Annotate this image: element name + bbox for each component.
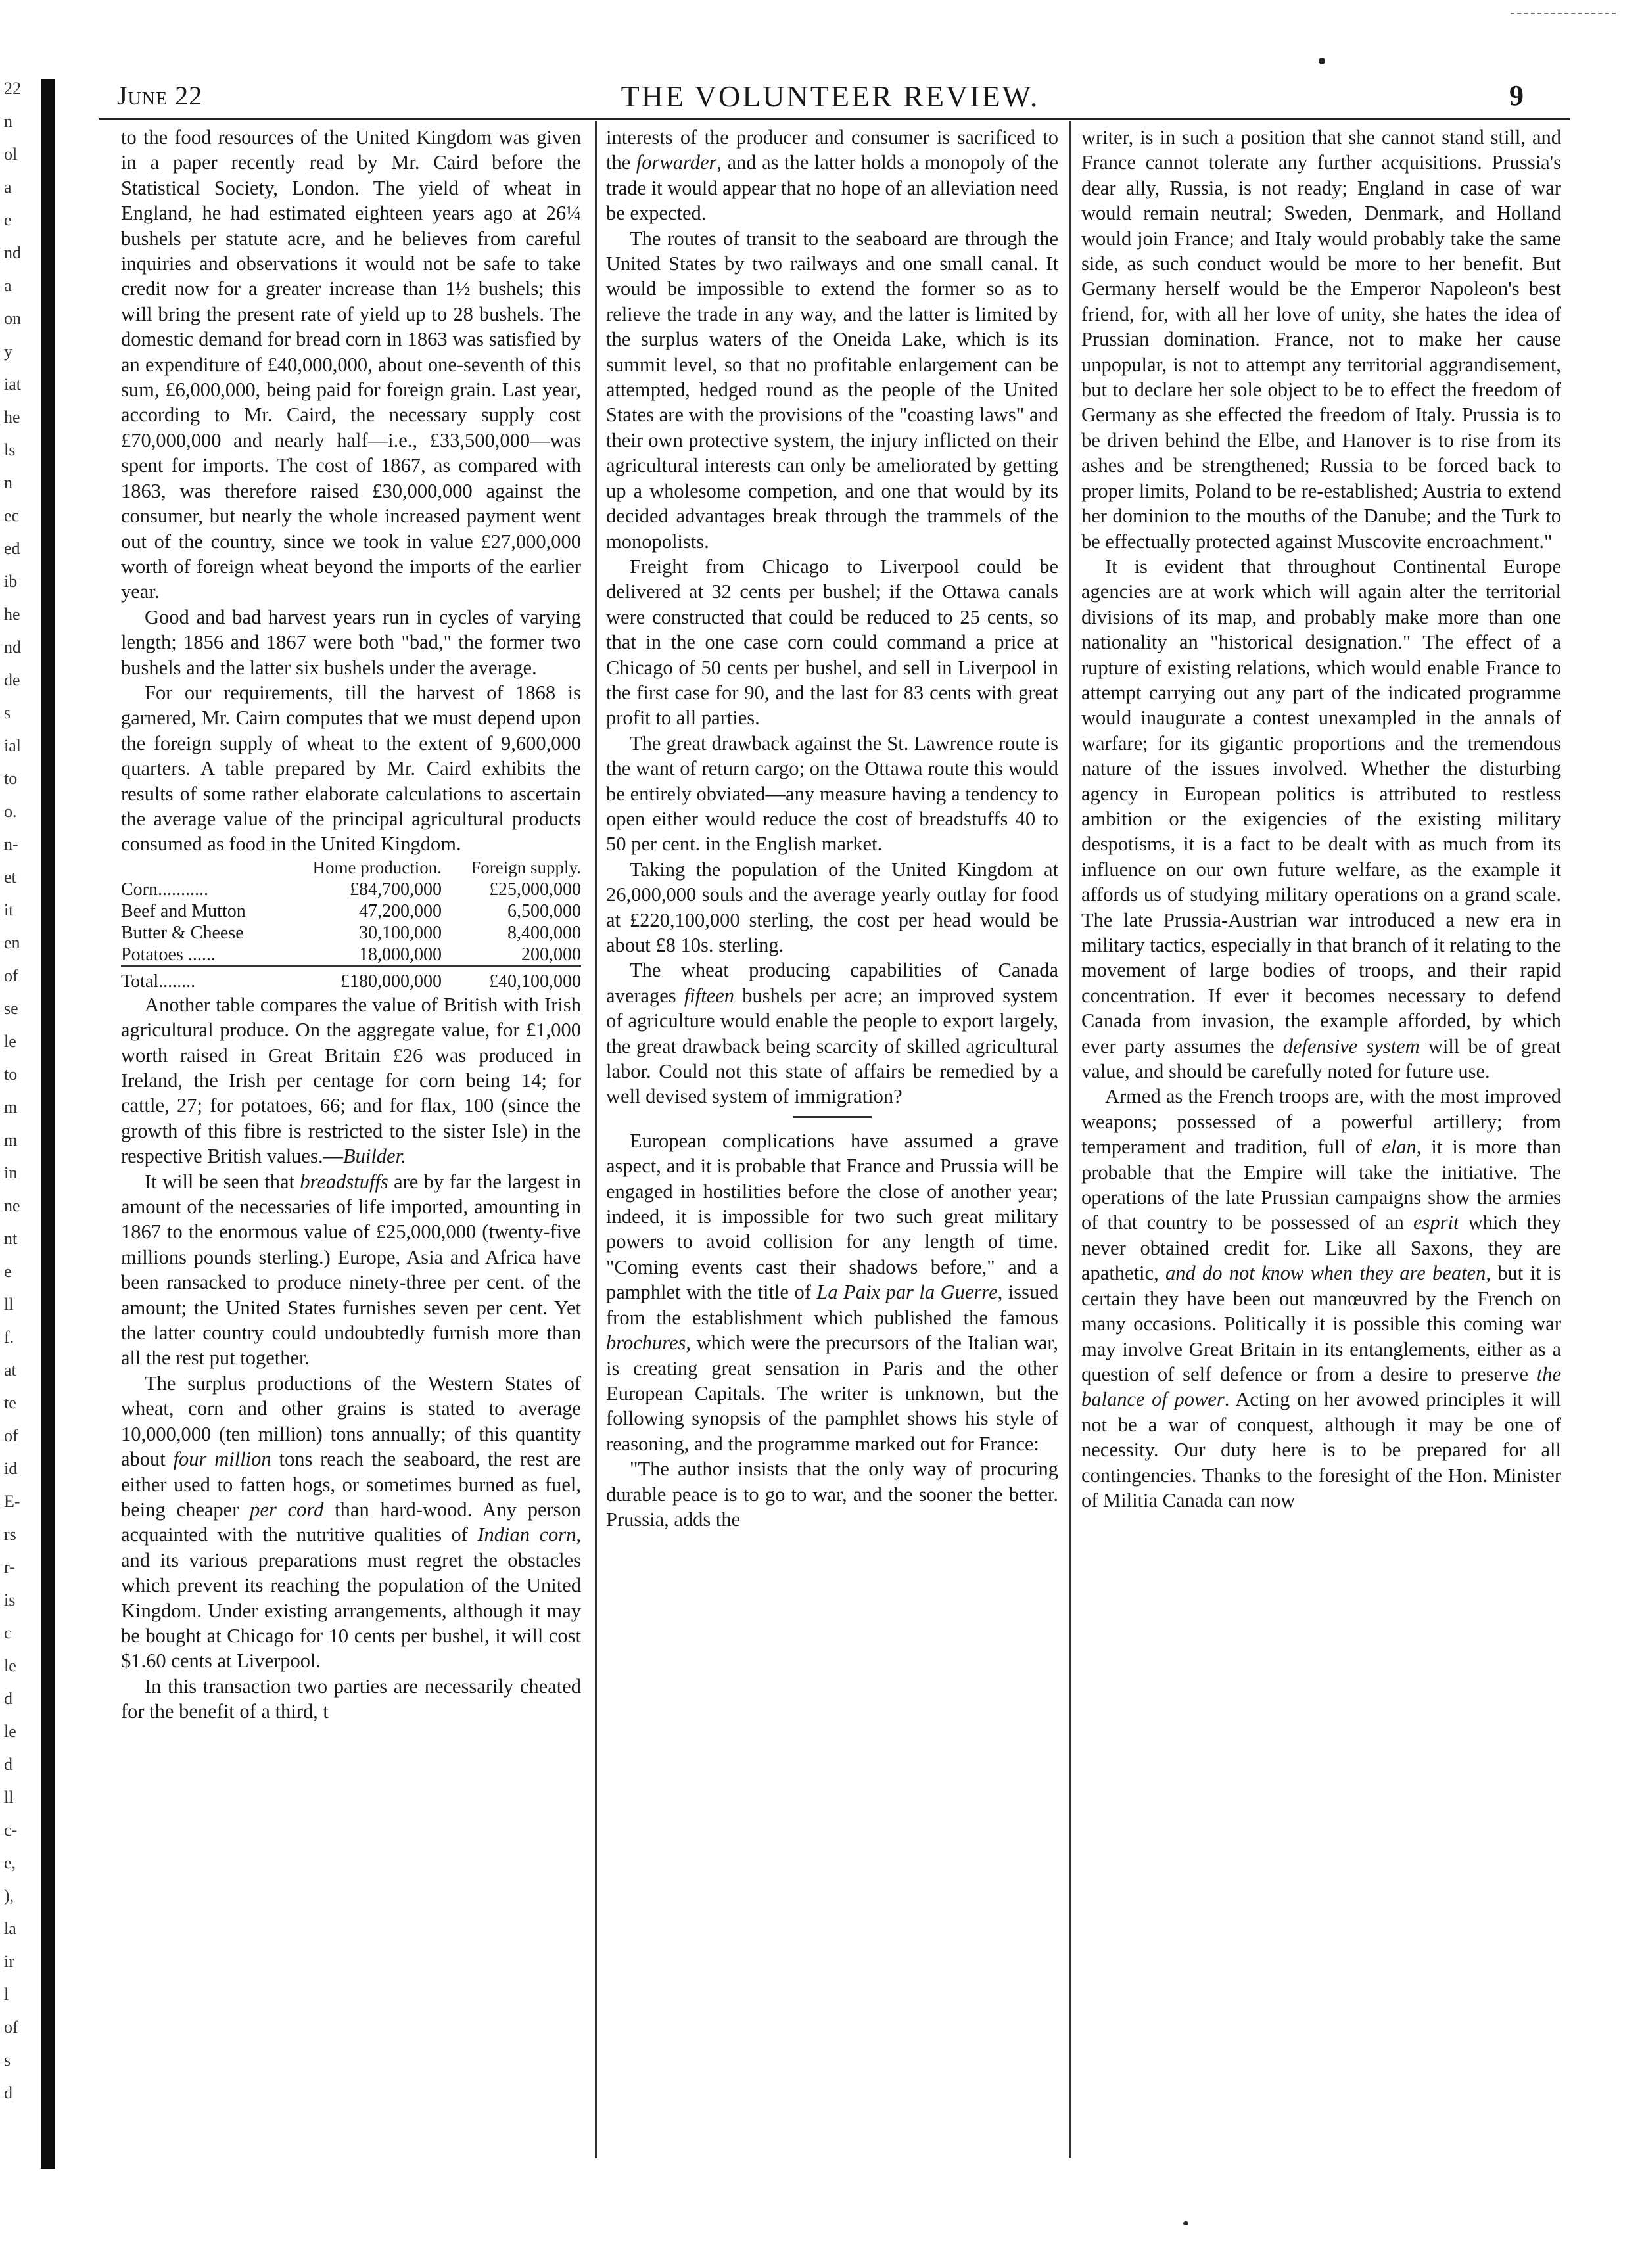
bleed-fragment: te — [4, 1393, 16, 1412]
column-rule-2 — [1069, 121, 1071, 2158]
bleed-fragment: at — [4, 1360, 16, 1379]
column-2 — [606, 125, 1058, 1532]
bleed-fragment: ib — [4, 572, 18, 591]
bleed-fragment: o. — [4, 802, 17, 821]
bleed-fragment: 22 — [4, 79, 21, 98]
row-label: Butter & Cheese — [121, 922, 244, 943]
col2-paragraph-7: European complications have assumed a grave aspect, and it is probable that France and Prussia will be engaged in hostilities before the close of another year; indeed, it is impossible for two such great military powers to avoid collision for any length of time. "Coming events cast their shadows before," and a pamphlet with the title of La Paix par la Guerre, issued from the establishment which published the famous brochures, which were the precursors of the Italian war, is creating great sensation in Paris and the other European Capitals. The writer is unknown, but the following synopsis of the pamphlet shows his style of reasoning, and the programme marked out for France: — [606, 1129, 1059, 1455]
bleed-fragment: le — [4, 1032, 16, 1051]
bleed-fragment: it — [4, 900, 14, 919]
col2-paragraph-6: The wheat producing capabilities of Canada averages fifteen bushels per acre; an improved system of agriculture would enable the people to export largely, the great drawback being scarcity of skilled agricultural labor. Could not this state of affairs be remedied by a well devised system of immigration? — [606, 959, 1058, 1108]
bleed-fragment: nt — [4, 1229, 18, 1248]
bleed-fragment: s — [4, 703, 11, 722]
bleed-fragment: d — [4, 1755, 12, 1774]
bleed-fragment: nd — [4, 637, 21, 657]
bleed-fragment: le — [4, 1722, 16, 1741]
bleed-fragment: ), — [4, 1886, 14, 1905]
bleed-fragment: ir — [4, 1952, 14, 1971]
foreign-value: 8,400,000 — [507, 922, 581, 943]
col3-paragraph-1: writer, is in such a position that she cannot stand still, and France cannot tolerate any further acquisitions. Prussia's dear ally, Russia, is not ready; England in case of war would remain neutral; Sweden, Denmark, and Holland would join France; and Italy would probably take the same side, as such conduct would be more to her benefit. But Germany herself would be the Emperor Napoleon's best friend, for, with all her love of unity, she hates the idea of Prussian domination. France, not to make her cause unpopular, is not to attempt any territorial aggrandisement, but to declare her sole object to be to effect the freedom of Germany as she effected the freedom of Italy. Prussia is to be driven behind the Elbe, and Hanover is to rise from its ashes and be strengthened; Russia to be forced back to proper limits, Poland to be re-established; Austria to extend her dominion to the mouths of the Danube; and the Turk to be effectually protected against Muscovite encroachment." — [1081, 126, 1561, 553]
col1-paragraph-6: The surplus productions of the Western States of wheat, corn and other grains is stated to average 10,000,000 (ten million) tons annually; of this quantity about four million tons reach the seaboard, the rest are either used to fatten hogs, or sometimes burned as fuel, being cheaper per cord than hard-wood. Any person acquainted with the nutritive qualities of Indian corn, and its various preparations must regret the obstacles which prevent its reaching the population of the United Kingdom. Under existing arrangements, although it may be bought at Chicago for 10 cents per bushel, it will cost $1.60 cents at Liverpool. — [121, 1372, 582, 1673]
page-number: 9 — [1509, 80, 1524, 112]
header-rule — [99, 118, 1570, 120]
col2-paragraph-4: The great drawback against the St. Lawrence route is the want of return cargo; on the Ottawa route this would be entirely obviated—any measure having a tendency to open either would reduce the cost of breadstuffs 40 to 50 per cent. in the English market. — [606, 731, 1058, 856]
bleed-fragment: se — [4, 999, 18, 1018]
total-label: Total........ — [121, 971, 196, 992]
bleed-fragment: ll — [4, 1295, 14, 1314]
bleed-fragment: a — [4, 177, 12, 197]
home-value: 47,200,000 — [359, 900, 442, 921]
bleed-fragment: ne — [4, 1196, 20, 1215]
bleed-fragment: id — [4, 1459, 18, 1478]
col2-paragraph-1: interests of the producer and consumer is sacrificed to the forwarder, and as the latter holds a monopoly of the trade it would appear that no hope of an alleviation need be expected. — [606, 126, 1058, 225]
bleed-fragment: l — [4, 1985, 9, 2004]
home-value: 30,100,000 — [359, 922, 442, 943]
bleed-fragment: n — [4, 473, 12, 492]
ink-dot-small — [1183, 2221, 1188, 2225]
bleed-fragment: m — [4, 1098, 18, 1117]
bleed-fragment: en — [4, 933, 20, 952]
column-rule-1 — [595, 121, 597, 2158]
bleed-fragment: d — [4, 2083, 12, 2102]
bleed-fragment: s — [4, 2050, 11, 2070]
col2-paragraph-8: "The author insists that the only way of procuring durable peace is to go to war, and the sooner the better. Prussia, adds the — [606, 1458, 1058, 1531]
bleed-fragment: of — [4, 2018, 18, 2037]
bleed-fragment: f. — [4, 1328, 14, 1347]
table-header-row — [121, 857, 581, 879]
home-value: £84,700,000 — [350, 879, 442, 900]
table-row — [121, 922, 581, 944]
col1-paragraph-1: to the food resources of the United Kingdom was given in a paper recently read by Mr. Caird before the Statistical Society, London. The yield of wheat in England, he had estimated eighteen years ago at 26¼ bushels per statute acre, and he believes from careful inquiries and observations it would not be safe to take credit now for a greater increase than 1½ bushels; this will bring the present rate of yield up to 28 bushels. The domestic demand for bread corn in 1863 was satisfied by an expenditure of £40,000,000, about one-seventh of this sum, £6,000,000, being paid for foreign grain. Last year, according to Mr. Caird, the necessary supply cost £70,000,000 and nearly half—i.e., £33,500,000—was spent for imports. The cost of 1867, as compared with 1863, was therefore raised £30,000,000 against the consumer, but nearly the whole increased payment went out of the country, since we took in value £27,000,000 worth of foreign wheat beyond the imports of the earlier year. — [121, 126, 581, 603]
home-value: 18,000,000 — [359, 944, 442, 965]
bleed-fragment: of — [4, 966, 18, 985]
bleed-fragment: e, — [4, 1853, 16, 1872]
bleed-fragment: d — [4, 1689, 12, 1708]
ink-dot — [1319, 58, 1325, 64]
row-label: Corn........... — [121, 879, 208, 900]
table-row — [121, 879, 581, 900]
adjacent-page-bleed — [0, 79, 39, 2169]
bleed-fragment: ed — [4, 539, 20, 558]
col1-paragraph-2: Good and bad harvest years run in cycles of varying length; 1856 and 1867 were both "bad," the former two bushels and the latter six bushels under the average. — [121, 605, 581, 679]
bleed-fragment: c- — [4, 1820, 18, 1840]
col2-paragraph-2: The routes of transit to the seaboard are through the United States by two railways and one small canal. It would be impossible to extend the former so as to relieve the trade in any way, and the latter is limited by the surplus waters of the Oneida Lake, which is its summit level, so that no profitable enlargement can be attempted, hedged round as the people of the United States are with the provisions of the "coasting laws" and their own protective system, the injury inflicted on their agricultural interests can only be ameliorated by getting up a wholesome competion, and one that would by its decided advantages break through the trammels of the monopolists. — [606, 227, 1058, 553]
bleed-fragment: ial — [4, 736, 21, 755]
table-row — [121, 900, 581, 922]
section-divider — [793, 1116, 872, 1118]
issue-date: June 22 — [117, 81, 203, 110]
column-3 — [1081, 125, 1561, 1513]
header-home-production: Home production. — [312, 857, 442, 877]
row-label: Potatoes ...... — [121, 944, 216, 965]
source-credit: Builder. — [342, 1145, 406, 1168]
col3-paragraph-2: It is evident that throughout Continental Europe agencies are at work which will again alter the territorial divisions of its map, and probably make more than one nationality an "historical designation." The effect of a rupture of existing relations, which would enable France to attempt carrying out any part of the indicated programme would inaugurate a contest unexampled in the annals of warfare; for its gigantic proportions and the tremendous nature of the issues involved. Whether the disturbing agency in European politics is attributed to restless ambition or the exigencies of the existing military despotisms, it is a fact to be dealt with as much from its influence on our own future welfare, as the example it affords us of studying military operations on a grand scale. The late Prussia-Austrian war introduced a new era in military tactics, especially in that branch of it relating to the movement of large bodies of troops, and their rapid concentration. If ever it becomes necessary to defend Canada from invasion, the example afforded, by which ever party assumes the defensive system will be of great value, and should be carefully noted for future use. — [1081, 555, 1561, 1083]
table-total-row — [121, 966, 581, 992]
bleed-fragment: to — [4, 1065, 18, 1084]
bleed-fragment: E- — [4, 1492, 20, 1511]
col2-paragraph-5: Taking the population of the United Kingdom at 26,000,000 souls and the average yearly outlay for food at £220,100,000 sterling, the cost per head would be about £8 10s. sterling. — [606, 858, 1058, 956]
foreign-value: £25,000,000 — [489, 879, 581, 900]
bleed-fragment: he — [4, 407, 20, 427]
bleed-fragment: m — [4, 1130, 18, 1149]
col1-paragraph-7: In this transaction two parties are necessarily cheated for the benefit of a third, t — [121, 1675, 581, 1723]
production-table — [121, 857, 581, 992]
bleed-fragment: ol — [4, 145, 18, 164]
bleed-fragment: nd — [4, 243, 21, 262]
bleed-fragment: he — [4, 605, 20, 624]
col2-paragraph-3: Freight from Chicago to Liverpool could be delivered at 32 cents per bushel; if the Ottawa canals were constructed that could be reduced to 25 cents, so that in the one case corn could command a price at Chicago of 50 cents per bushel, and sell in Liverpool in the first case for 90, and the last for 83 cents with great profit to all parties. — [606, 555, 1058, 729]
publication-title: THE VOLUNTEER REVIEW. — [621, 80, 1040, 113]
bleed-fragment: y — [4, 342, 12, 361]
bleed-fragment: to — [4, 769, 18, 788]
bleed-fragment: la — [4, 1919, 16, 1938]
bleed-fragment: on — [4, 309, 21, 328]
bleed-fragment: le — [4, 1656, 16, 1675]
bleed-fragment: iat — [4, 375, 21, 394]
page-spine-shadow — [41, 79, 55, 2169]
row-label: Beef and Mutton — [121, 900, 246, 921]
bleed-fragment: ll — [4, 1788, 14, 1807]
bleed-fragment: of — [4, 1426, 18, 1445]
bleed-fragment: n — [4, 112, 12, 131]
bleed-fragment: is — [4, 1590, 16, 1609]
bleed-fragment: r- — [4, 1558, 15, 1577]
total-foreign: £40,100,000 — [489, 971, 581, 992]
col3-paragraph-3: Armed as the French troops are, with the most improved weapons; possessed of a powerful artillery; from temperament and tradition, full of elan, it is more than probable that the Empire will take the initiative. The operations of the late Prussian campaigns show the armies of that country to be possessed of an esprit which they never obtained credit for. Like all Saxons, they are apathetic, and do not know when they are beaten, but it is certain they have been out manœuvred by the French on many occasions. Politically it is possible this coming war may involve Great Britain in its entanglements, either as a question of self defence or from a desire to preserve the balance of power. Acting on her avowed principles it will not be a war of conquest, although it may be one of necessity. Our duty here is to be prepared for all contingencies. Thanks to the foresight of the Hon. Minister of Militia Canada can now — [1081, 1085, 1561, 1512]
page-header — [97, 78, 1563, 118]
bleed-fragment: in — [4, 1163, 18, 1182]
col1-paragraph-5: It will be seen that breadstuffs are by far the largest in amount of the necessaries of life imported, amounting in 1867 to the enormous value of £25,000,000 (twenty-five millions pounds sterling.) Europe, Asia and Africa have been ransacked to produce ninety-three per cent. of the amount; the United States furnishes seven per cent. Yet the latter country could undoubtedly furnish more than all the rest put together. — [121, 1170, 581, 1370]
bleed-fragment: de — [4, 670, 20, 689]
header-foreign-supply: Foreign supply. — [471, 857, 581, 877]
bleed-fragment: rs — [4, 1525, 16, 1544]
bleed-fragment: a — [4, 276, 12, 295]
col1-paragraph-4: Another table compares the value of British with Irish agricultural produce. On the aggregate value, for £1,000 worth raised in Great Britain £26 was produced in Ireland, the Irish per centage for corn being 14; for cattle, 27; for potatoes, 66; and for flax, 100 (since the growth of this fibre is restricted to the sister Isle) in the respective British values.—Builder. — [121, 993, 581, 1168]
bleed-fragment: e — [4, 210, 12, 229]
col1-paragraph-3: For our requirements, till the harvest of 1868 is garnered, Mr. Cairn computes that we must depend upon the foreign supply of wheat to the extent of 9,600,000 quarters. A table prepared by Mr. Caird exhibits the results of some rather elaborate calculations to ascertain the average value of the principal agricultural products consumed as food in the United Kingdom. — [121, 681, 581, 856]
bleed-fragment: n- — [4, 835, 18, 854]
foreign-value: 6,500,000 — [507, 900, 581, 921]
top-margin-mark — [1511, 13, 1616, 14]
foreign-value: 200,000 — [521, 944, 581, 965]
bleed-fragment: et — [4, 868, 16, 887]
column-1 — [121, 125, 581, 1724]
bleed-fragment: ls — [4, 440, 16, 459]
bleed-fragment: e — [4, 1262, 12, 1281]
total-home: £180,000,000 — [340, 971, 442, 992]
table-row — [121, 944, 581, 966]
bleed-fragment: ec — [4, 506, 20, 525]
bleed-fragment: c — [4, 1623, 12, 1642]
